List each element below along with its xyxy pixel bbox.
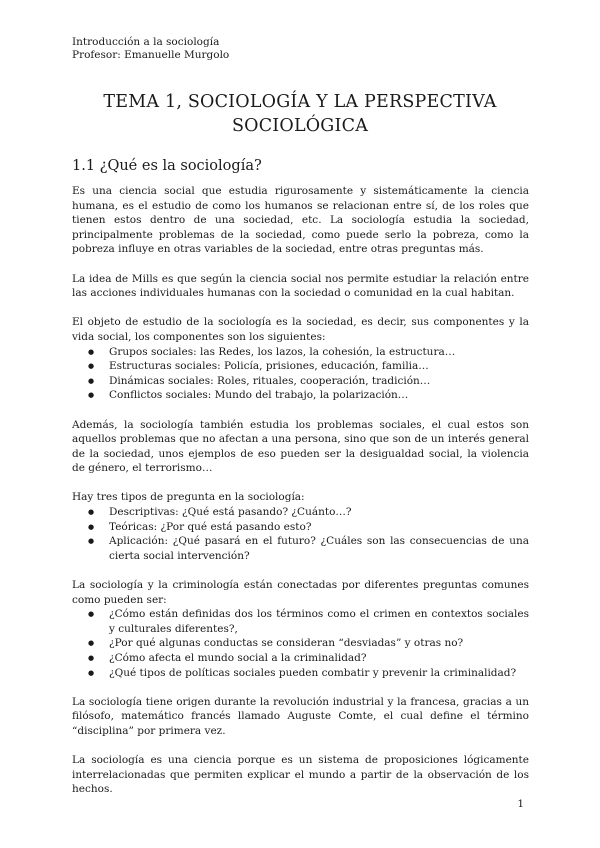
list-item: ● Aplicación: ¿Qué pasará en el futuro? ¿Cuáles son las consecuencias de una cierta social intervención? [109,534,529,563]
list-item: ● Grupos sociales: las Redes, los lazos, la cohesión, la estructura… [109,345,529,360]
components-list [72,345,529,403]
section-heading: 1.1 ¿Qué es la sociología? [72,158,262,174]
list-item: ● ¿Qué tipos de políticas sociales pueden combatir y prevenir la criminalidad? [109,666,529,681]
page-header [72,36,229,62]
course-name: Introducción a la sociología [72,36,220,48]
list-item: ● Estructuras sociales: Policía, prisiones, educación, familia… [109,359,529,374]
paragraph-criminology: La sociología y la criminología están conectadas por diferentes preguntas comunes como pueden ser: [72,579,529,606]
criminology-questions-list [72,607,529,680]
list-item: ● Conflictos sociales: Mundo del trabajo, la polarización… [109,388,529,403]
paragraph-object-of-study: El objeto de estudio de la sociología es la sociedad, es decir, sus componentes y la vida social, los componentes son los siguientes: [72,316,529,343]
list-item: ● Teóricas: ¿Por qué está pasando esto? [109,520,529,535]
title-line-1: TEMA 1, SOCIOLOGÍA Y LA PERSPECTIVA [103,92,497,112]
list-item: ● ¿Cómo están definidas dos los términos como el crimen en contextos sociales y culturales diferentes?, [109,607,529,636]
professor-name: Profesor: Emanuelle Murgolo [72,49,230,61]
document-title [60,90,540,138]
list-item: ● Descriptivas: ¿Qué está pasando? ¿Cuánto…? [109,505,529,520]
paragraph-social-problems: Además, la sociología también estudia los problemas sociales, el cual estos son aquellos problemas que no afectan a una persona, sino que son de un interés general de la sociedad, unos ejemplos de eso pueden ser la desigualdad social, la violencia de género, el terrorismo… [72,418,529,475]
page-number: 1 [517,798,524,810]
list-item: ● ¿Por qué algunas conductas se consideran “desviadas” y otras no? [109,636,529,651]
document-body [72,184,529,812]
question-types-list [72,505,529,563]
list-item: ● ¿Cómo afecta el mundo social a la criminalidad? [109,651,529,666]
paragraph-mills: La idea de Mills es que según la ciencia social nos permite estudiar la relación entre las acciones individuales humanas con la sociedad o comunidad en la cual habitan. [72,272,529,300]
paragraph-science: La sociología es una ciencia porque es un sistema de proposiciones lógicamente interrelacionadas que permiten explicar el mundo a partir de la observación de los hechos. [72,754,529,796]
title-line-2: SOCIOLÓGICA [231,116,369,136]
list-item: ● Dinámicas sociales: Roles, rituales, cooperación, tradición… [109,374,529,389]
paragraph-definition: Es una ciencia social que estudia rigurosamente y sistemáticamente la ciencia humana, es el estudio de como los humanos se relacionan entre sí, de los roles que tienen estos dentro de una sociedad, etc. La sociología estudia la sociedad, principalmente problemas de la sociedad, como puede serlo la pobreza, como la pobreza influye en otras variables de la sociedad, entre otras preguntas más. [72,185,529,256]
paragraph-origin: La sociología tiene origen durante la revolución industrial y la francesa, gracias a un filósofo, matemático francés llamado Auguste Comte, el cual define el término “disciplina” por primera vez. [72,695,529,737]
paragraph-question-types: Hay tres tipos de pregunta en la sociología: [72,491,305,504]
